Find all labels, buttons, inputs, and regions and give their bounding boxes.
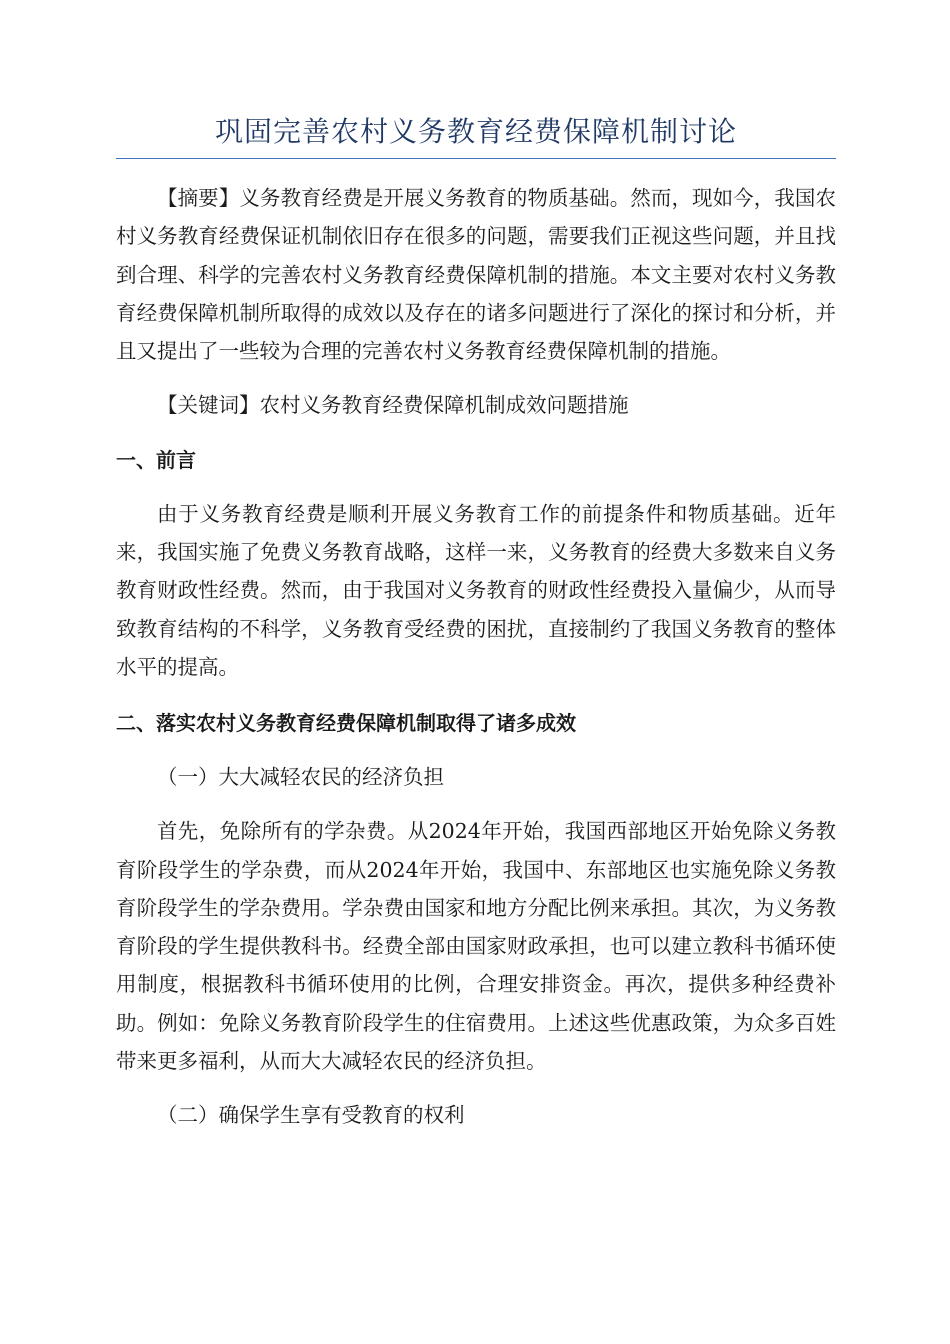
subsection-2-heading: （二）确保学生享有受教育的权利 <box>157 1103 465 1128</box>
document-title: 巩固完善农村义务教育经费保障机制讨论 <box>116 108 836 159</box>
section-1-body: 由于义务教育经费是顺利开展义务教育工作的前提条件和物质基础。近年来，我国实施了免费义务教育战略，这样一来，义务教育的经费大多数来自义务教育财政性经费。然而，由于我国对义务教育的财政性经费投入量偏少，从而导致教育结构的不科学，义务教育受经费的困扰，直接制约了我国义务教育的整体水平的提高。 <box>116 501 836 679</box>
subsection-1-heading: （一）大大减轻农民的经济负担 <box>157 765 444 790</box>
keywords-paragraph: 【关键词】农村义务教育经费保障机制成效问题措施 <box>157 393 629 418</box>
abstract-paragraph: 【摘要】义务教育经费是开展义务教育的物质基础。然而，现如今，我国农村义务教育经费保证机制依旧存在很多的问题，需要我们正视这些问题，并且找到合理、科学的完善农村义务教育经费保障机制的措施。本文主要对农村义务教育经费保障机制所取得的成效以及存在的诸多问题进行了深化的探讨和分析，并且又提出了一些较为合理的完善农村义务教育经费保障机制的措施。 <box>116 186 836 364</box>
subsection-1-body: 首先，免除所有的学杂费。从2024年开始，我国西部地区开始免除义务教育阶段学生的学杂费，而从2024年开始，我国中、东部地区也实施免除义务教育阶段学生的学杂费用。学杂费由国家和地方分配比例来承担。其次，为义务教育阶段的学生提供教科书。经费全部由国家财政承担，也可以建立教科书循环使用制度，根据教科书循环使用的比例，合理安排资金。再次，提供多种经费补助。例如：免除义务教育阶段学生的住宿费用。上述这些优惠政策，为众多百姓带来更多福利，从而大大减轻农民的经济负担。 <box>116 819 836 1074</box>
section-2-heading: 二、落实农村义务教育经费保障机制取得了诸多成效 <box>116 711 576 736</box>
section-1-heading: 一、前言 <box>116 447 196 472</box>
document-page <box>116 108 836 1134</box>
